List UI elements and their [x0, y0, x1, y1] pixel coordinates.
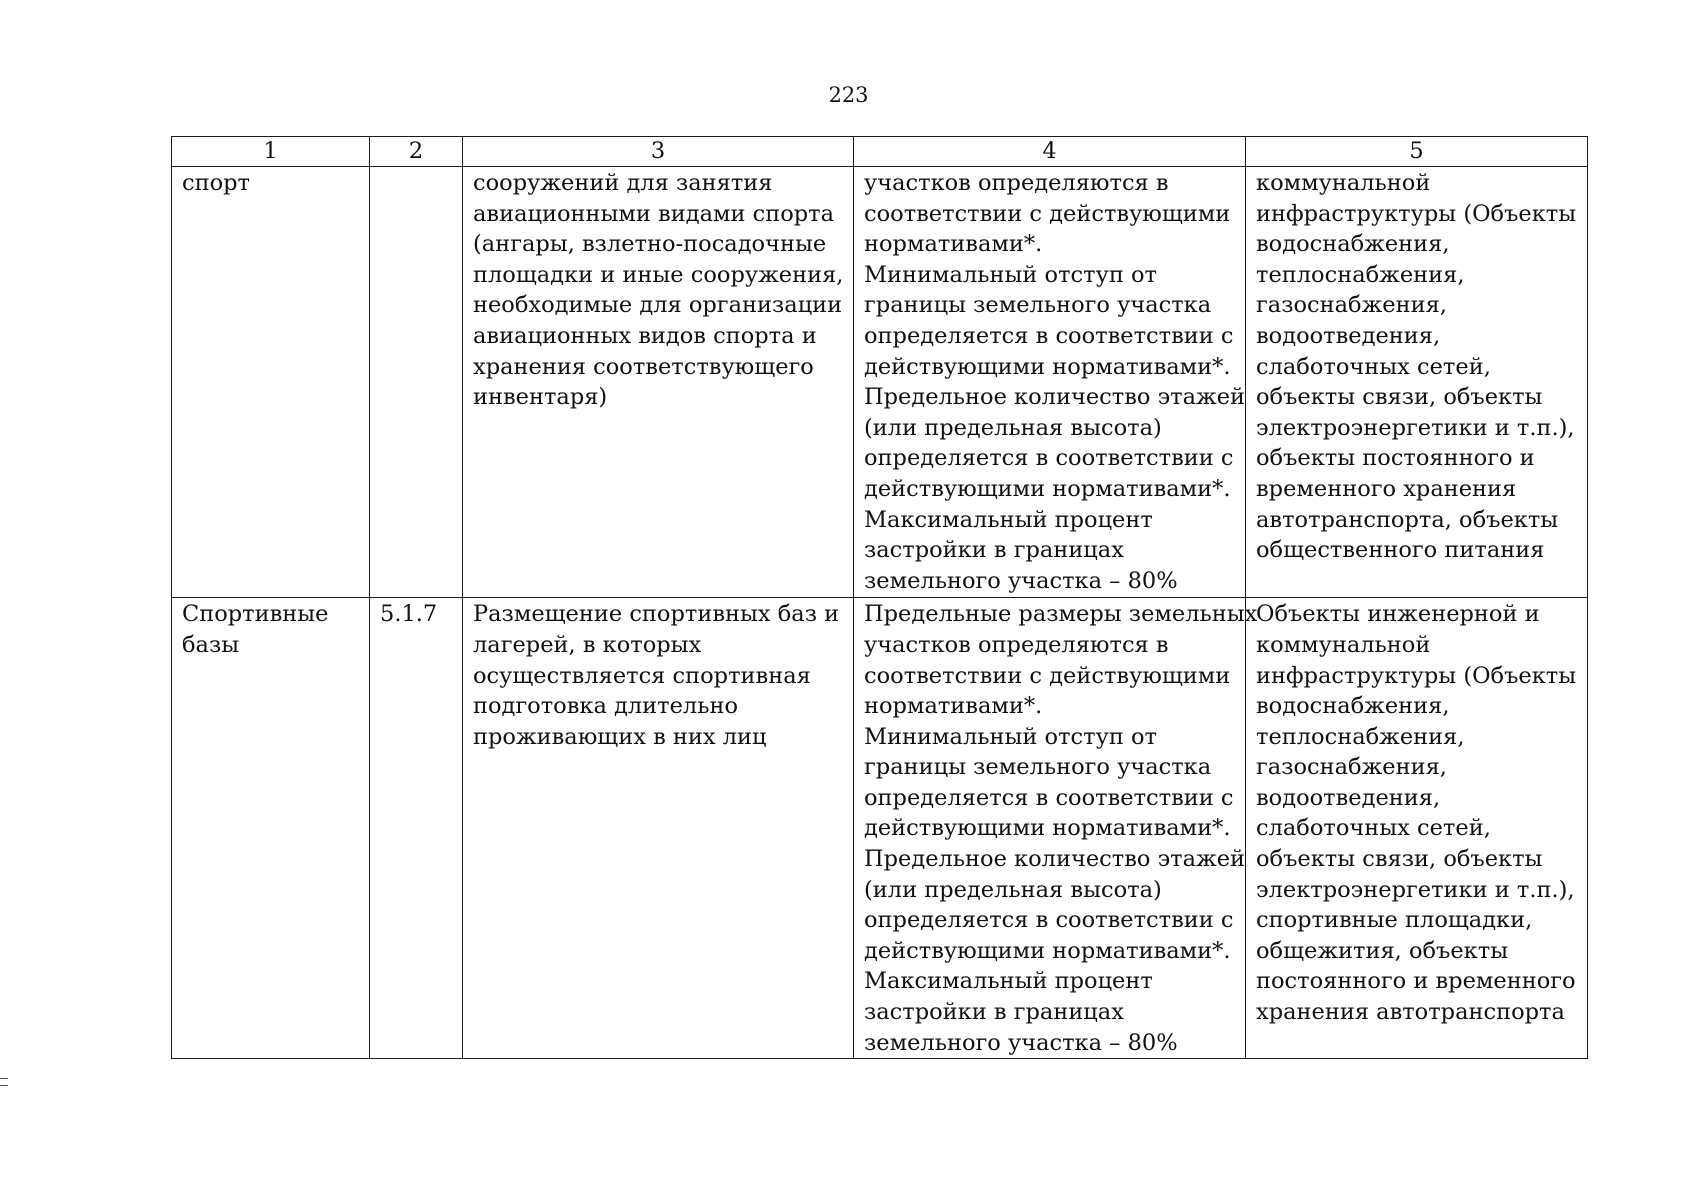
cell-text-line: автотранспорта, объекты: [1256, 506, 1559, 533]
header-col-5: 5: [1246, 137, 1588, 167]
cell-text-line: сооружений для занятия: [473, 170, 773, 196]
header-row: [172, 137, 1588, 167]
cell-auxiliary-uses: [1246, 598, 1588, 1059]
cell-text-line: инфраструктуры (Объекты: [1256, 662, 1577, 689]
cell-text-line: действующими нормативами*.: [864, 353, 1231, 380]
land-use-table: [171, 136, 1588, 1059]
cell-text-line: лагерей, в которых: [473, 631, 702, 658]
cell-text-line: (или предельная высота): [864, 414, 1162, 441]
cell-text-line: (или предельная высота): [864, 876, 1162, 903]
header-col-2: 2: [370, 137, 463, 167]
cell-text-line: 5.1.7: [380, 601, 438, 628]
margin-mark: [0, 1078, 8, 1086]
cell-text-line: Спортивные: [182, 601, 329, 628]
cell-text-line: определяется в соответствии с: [864, 445, 1234, 472]
cell-text-line: площадки и иные сооружения,: [473, 261, 844, 288]
cell-text-line: теплоснабжения,: [1256, 723, 1465, 750]
cell-use-name: [172, 598, 370, 1059]
cell-text-line: Объекты инженерной и: [1256, 601, 1540, 628]
cell-text-line: спортивные площадки,: [1256, 907, 1533, 934]
cell-use-name: [172, 167, 370, 598]
cell-text-line: проживающих в них лиц: [473, 723, 767, 750]
cell-text-line: Минимальный отступ от: [864, 261, 1157, 288]
cell-text-line: определяется в соответствии с: [864, 907, 1234, 934]
table-row: [172, 598, 1588, 1059]
cell-text-line: определяется в соответствии с: [864, 784, 1234, 811]
cell-text-line: авиационных видов спорта и: [473, 322, 817, 349]
cell-text-line: Максимальный процент: [864, 968, 1153, 995]
cell-parameters: [854, 598, 1258, 1059]
page-number: 223: [828, 83, 869, 107]
cell-text-line: газоснабжения,: [1256, 292, 1447, 319]
cell-text-line: газоснабжения,: [1256, 754, 1447, 781]
cell-text-line: действующими нормативами*.: [864, 475, 1231, 502]
cell-text-line: коммунальной: [1256, 631, 1431, 658]
cell-text-line: Минимальный отступ от: [864, 723, 1157, 750]
cell-text-line: границы земельного участка: [864, 754, 1212, 781]
cell-text-line: Предельное количество этажей: [864, 384, 1246, 411]
cell-text-line: водоснабжения,: [1256, 231, 1450, 258]
cell-text-line: хранения автотранспорта: [1256, 999, 1565, 1026]
cell-text-line: земельного участка – 80%: [864, 567, 1178, 594]
cell-text-line: постоянного и временного: [1256, 968, 1576, 995]
cell-text-line: определяется в соответствии с: [864, 322, 1234, 349]
cell-text-line: границы земельного участка: [864, 292, 1212, 319]
cell-text-line: временного хранения: [1256, 475, 1517, 502]
cell-text-line: действующими нормативами*.: [864, 815, 1231, 842]
cell-text-line: водоснабжения,: [1256, 693, 1450, 720]
header-col-3: 3: [463, 137, 854, 167]
header-col-1: 1: [172, 137, 370, 167]
cell-text-line: водоотведения,: [1256, 784, 1441, 811]
cell-use-code: [370, 167, 463, 598]
cell-text-line: соответствии с действующими: [864, 200, 1231, 227]
cell-text-line: общественного питания: [1256, 537, 1545, 564]
cell-text-line: действующими нормативами*.: [864, 937, 1231, 964]
table-header: [172, 137, 1588, 167]
cell-text-line: застройки в границах: [864, 999, 1124, 1026]
cell-text-line: водоотведения,: [1256, 322, 1441, 349]
table-row: [172, 167, 1588, 598]
cell-text-line: нормативами*.: [864, 231, 1043, 258]
cell-text-line: (ангары, взлетно-посадочные: [473, 231, 827, 258]
cell-text-line: теплоснабжения,: [1256, 261, 1465, 288]
cell-auxiliary-uses: [1246, 167, 1588, 598]
cell-parameters: [854, 167, 1246, 598]
cell-text-line: коммунальной: [1256, 170, 1431, 196]
cell-text-line: участков определяются в: [864, 631, 1169, 658]
cell-text-line: общежития, объекты: [1256, 937, 1509, 964]
cell-text-line: необходимые для организации: [473, 292, 843, 319]
cell-text-line: объекты связи, объекты: [1256, 384, 1543, 411]
cell-text-line: застройки в границах: [864, 537, 1124, 564]
cell-text-line: инвентаря): [473, 384, 608, 411]
cell-text-line: Максимальный процент: [864, 506, 1153, 533]
cell-text-line: слаботочных сетей,: [1256, 815, 1491, 842]
cell-text-line: Предельные размеры земельных: [864, 601, 1258, 628]
cell-text-line: подготовка длительно: [473, 693, 739, 720]
cell-text-line: соответствии с действующими: [864, 662, 1231, 689]
cell-text-line: базы: [182, 631, 240, 658]
cell-text-line: участков определяются в: [864, 170, 1169, 196]
cell-text-line: нормативами*.: [864, 693, 1043, 720]
cell-text-line: объекты связи, объекты: [1256, 846, 1543, 873]
cell-use-description: [463, 598, 854, 1059]
cell-text-line: объекты постоянного и: [1256, 445, 1535, 472]
cell-use-code: [370, 598, 463, 1059]
cell-text-line: авиационными видами спорта: [473, 200, 835, 227]
header-col-4: 4: [854, 137, 1246, 167]
cell-text-line: осуществляется спортивная: [473, 662, 811, 689]
cell-use-description: [463, 167, 854, 598]
cell-text-line: слаботочных сетей,: [1256, 353, 1491, 380]
cell-text-line: хранения соответствующего: [473, 353, 814, 380]
table-body: [172, 167, 1588, 1059]
cell-text-line: спорт: [182, 170, 250, 196]
cell-text-line: электроэнергетики и т.п.),: [1256, 876, 1575, 903]
cell-text-line: Размещение спортивных баз и: [473, 601, 840, 628]
cell-text-line: инфраструктуры (Объекты: [1256, 200, 1577, 227]
cell-text-line: электроэнергетики и т.п.),: [1256, 414, 1575, 441]
cell-text-line: земельного участка – 80%: [864, 1029, 1178, 1056]
cell-text-line: Предельное количество этажей: [864, 846, 1246, 873]
